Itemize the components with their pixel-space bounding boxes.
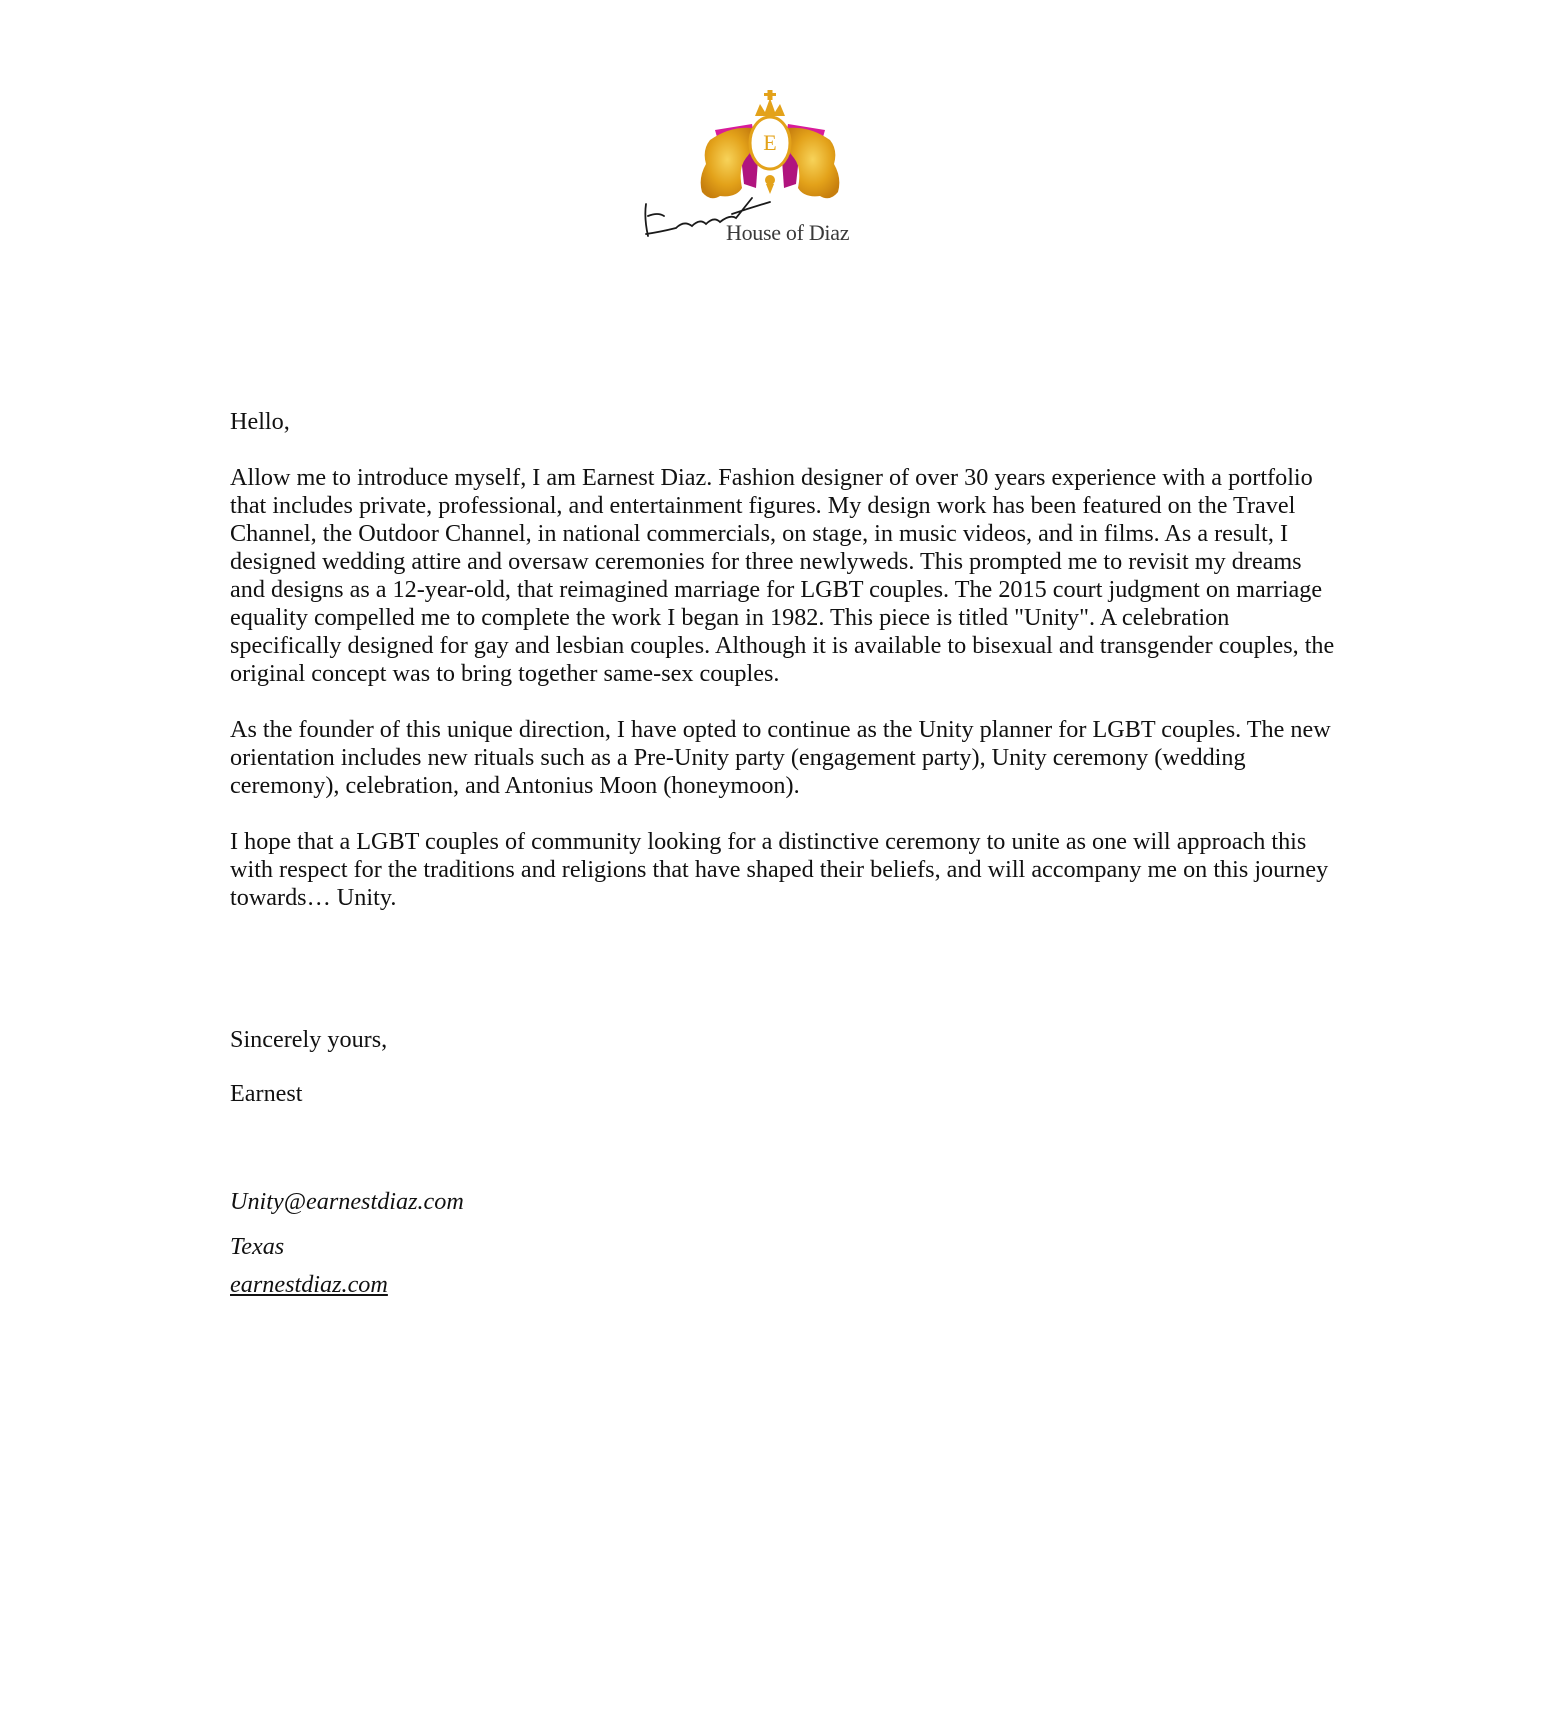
paragraph-introduction: Allow me to introduce myself, I am Earnest Diaz. Fashion designer of over 30 years experience with a portfolio that includes private, professional, and entertainment figures. My design work has been featured on the Travel Channel, the Outdoor Channel, in national commercials, on stage, in music videos, and in films. As a result, I designed wedding attire and oversaw ceremonies for three newlyweds. This prompted me to revisit my dreams and designs as a 12-year-old, that reimagined marriage for LGBT couples. The 2015 court judgment on marriage equality compelled me to complete the work I began in 1982. This piece is titled "Unity". A celebration specifically designed for gay and lesbian couples. Although it is available to bisexual and transgender couples, the original concept was to bring together same-sex couples. (230, 464, 1335, 687)
contact-location: Texas (230, 1233, 285, 1260)
paragraph-founder: As the founder of this unique direction, I have opted to continue as the Unity planner for LGBT couples. The new orientation includes new rituals such as a Pre-Unity party (engagement party), Unity ceremony (wedding ceremony), celebration, and Antonius Moon (honeymoon). (230, 716, 1331, 799)
greeting: Hello, (230, 408, 290, 435)
brand-name: House of Diaz (726, 220, 850, 245)
house-of-diaz-logo (640, 88, 900, 268)
paragraph-hope: I hope that a LGBT couples of community looking for a distinctive ceremony to unite as one will approach this with respect for the traditions and religions that have shaped their beliefs, and will accompany me on this journey towards… Unity. (230, 828, 1329, 911)
closing: Sincerely yours, (230, 1026, 388, 1053)
contact-email[interactable]: Unity@earnestdiaz.com (230, 1188, 464, 1215)
website-link[interactable]: earnestdiaz.com (230, 1271, 388, 1298)
monogram-text: E (763, 130, 777, 155)
signature-name: Earnest (230, 1080, 303, 1107)
letter-body (230, 408, 1340, 940)
